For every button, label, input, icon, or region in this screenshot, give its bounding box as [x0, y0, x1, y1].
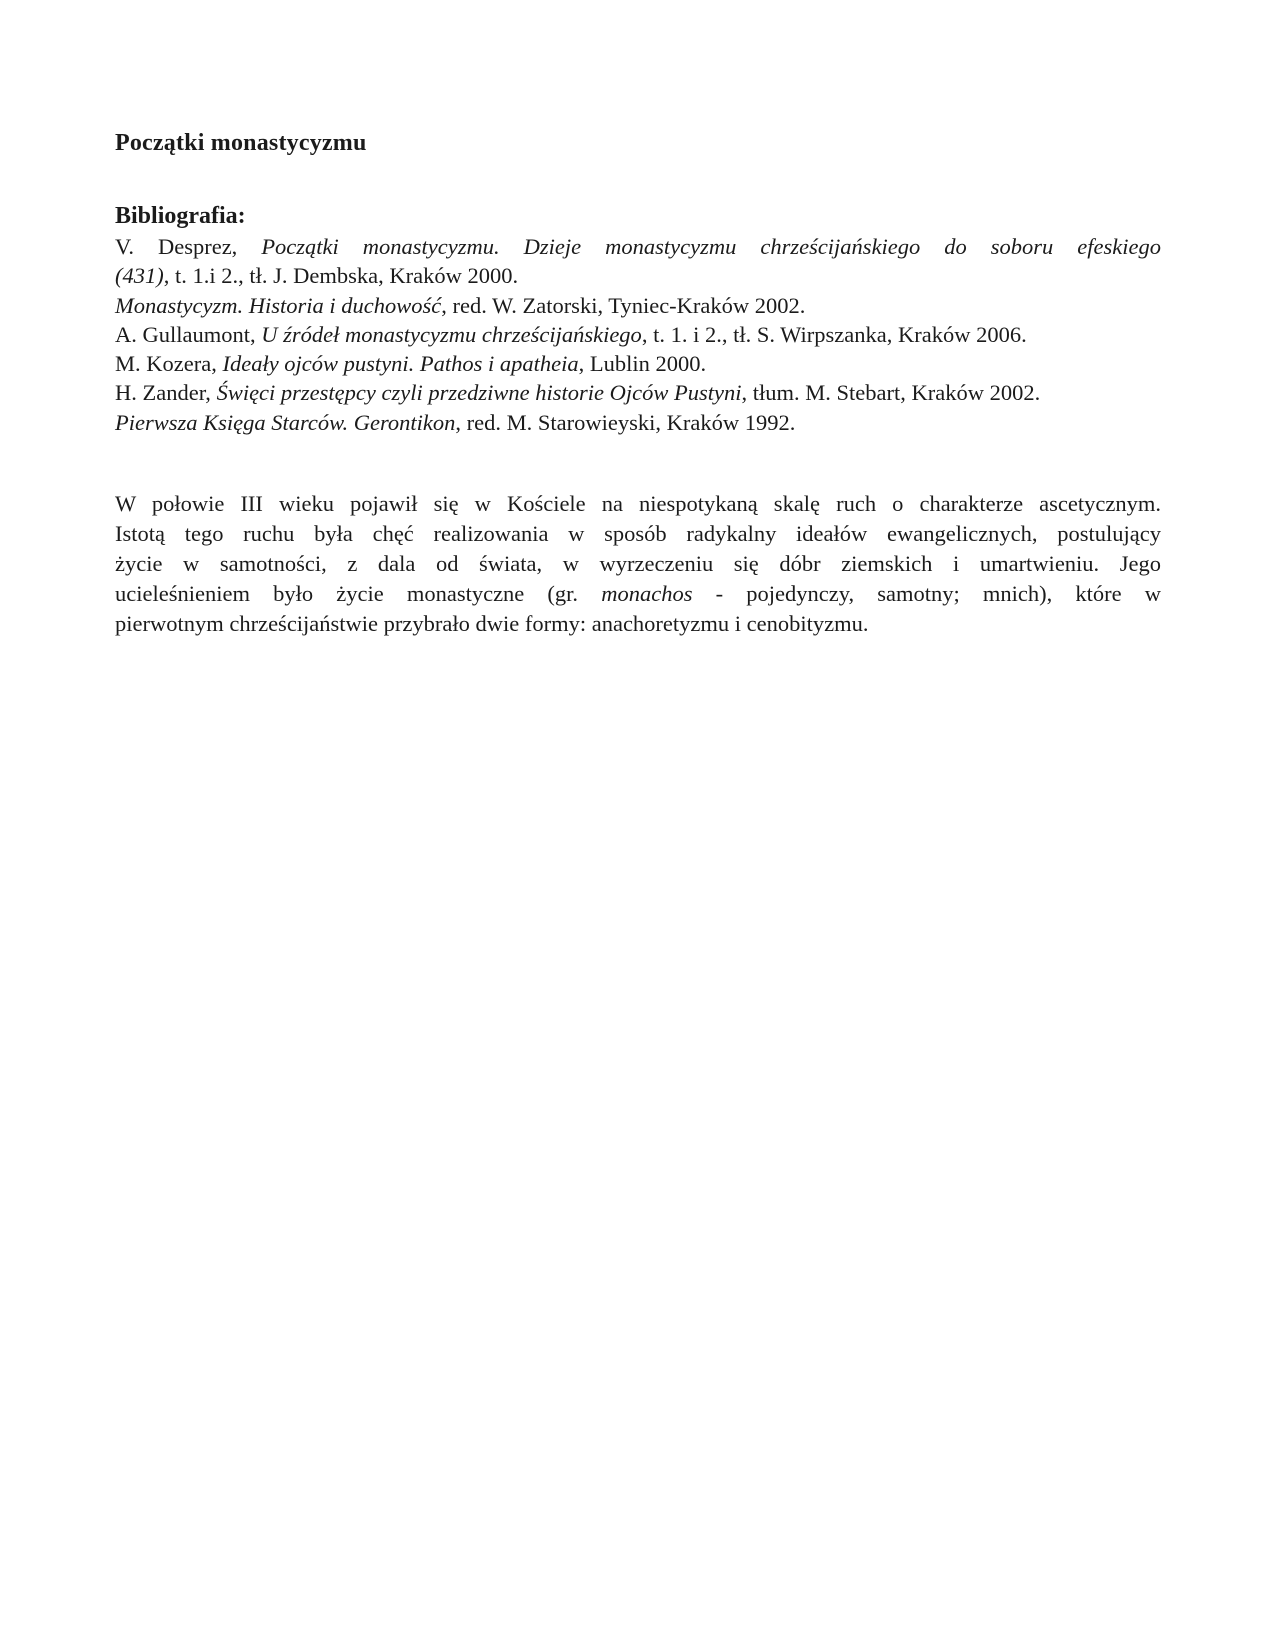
text-run: M. Kozera,	[115, 351, 223, 377]
text-run: , t. 1. i 2., tł. S. Wirpszanka, Kraków 2006.	[641, 321, 1027, 347]
bibliography-entry-line	[115, 232, 1161, 261]
text-run: H. Zander,	[115, 380, 217, 406]
bibliography-entry-line	[115, 349, 1161, 378]
text-run: , red. W. Zatorski, Tyniec-Kraków 2002.	[441, 292, 806, 318]
text-run: pierwotnym chrześcijaństwie przybrało dwie formy: anachoretyzmu i cenobityzmu.	[115, 611, 869, 636]
text-run: Początki monastycyzmu. Dzieje monastycyzmu chrześcijańskiego do soboru efeskiego	[261, 234, 1162, 259]
text-run: (431)	[115, 263, 164, 289]
text-run: U źródeł monastycyzmu chrześcijańskiego	[261, 321, 642, 347]
text-run: Pierwsza Księga Starców. Gerontikon	[115, 409, 456, 435]
text-run: W połowie III wieku pojawił się w Kościele na niespotykaną skalę ruch o charakterze ascetycznym.	[115, 491, 1161, 516]
text-run: , t. 1.i 2., tł. J. Dembska, Kraków 2000.	[163, 263, 519, 289]
text-run: Święci przestępcy czyli przedziwne historie Ojców Pustyni	[216, 380, 742, 406]
paragraph-line	[115, 609, 1161, 639]
text-run: Ideały ojców pustyni. Pathos i apatheia	[222, 351, 579, 377]
paragraph-line	[115, 579, 1161, 609]
text-run: V. Desprez,	[115, 234, 262, 259]
document-title: Początki monastycyzmu	[115, 130, 367, 157]
body-paragraph	[115, 489, 1161, 639]
text-run: Istotą tego ruchu była chęć realizowania w sposób radykalny ideałów ewangelicznych, postulujący	[115, 521, 1161, 546]
text-run: , red. M. Starowieyski, Kraków 1992.	[455, 409, 796, 435]
bibliography-heading: Bibliografia:	[115, 203, 246, 229]
text-run: ucieleśnieniem było życie monastyczne (gr.	[115, 581, 602, 606]
text-run: monachos	[601, 581, 693, 606]
text-run: A. Gullaumont,	[115, 321, 262, 347]
paragraph-line	[115, 549, 1161, 579]
paragraph-line	[115, 489, 1161, 519]
bibliography-entry-line	[115, 320, 1161, 349]
text-run: - pojedynczy, samotny; mnich), które w	[692, 581, 1162, 606]
bibliography-entry-line	[115, 261, 1161, 290]
text-run: , tłum. M. Stebart, Kraków 2002.	[741, 380, 1041, 406]
text-run: Monastycyzm. Historia i duchowość	[115, 292, 442, 318]
paragraph-line	[115, 519, 1161, 549]
text-run: , Lublin 2000.	[578, 351, 707, 377]
bibliography-list	[115, 232, 1161, 437]
bibliography-entry-line	[115, 378, 1161, 407]
bibliography-entry-line	[115, 291, 1161, 320]
text-run: życie w samotności, z dala od świata, w wyrzeczeniu się dóbr ziemskich i umartwieniu. Jego	[115, 551, 1161, 576]
bibliography-entry-line	[115, 408, 1161, 437]
